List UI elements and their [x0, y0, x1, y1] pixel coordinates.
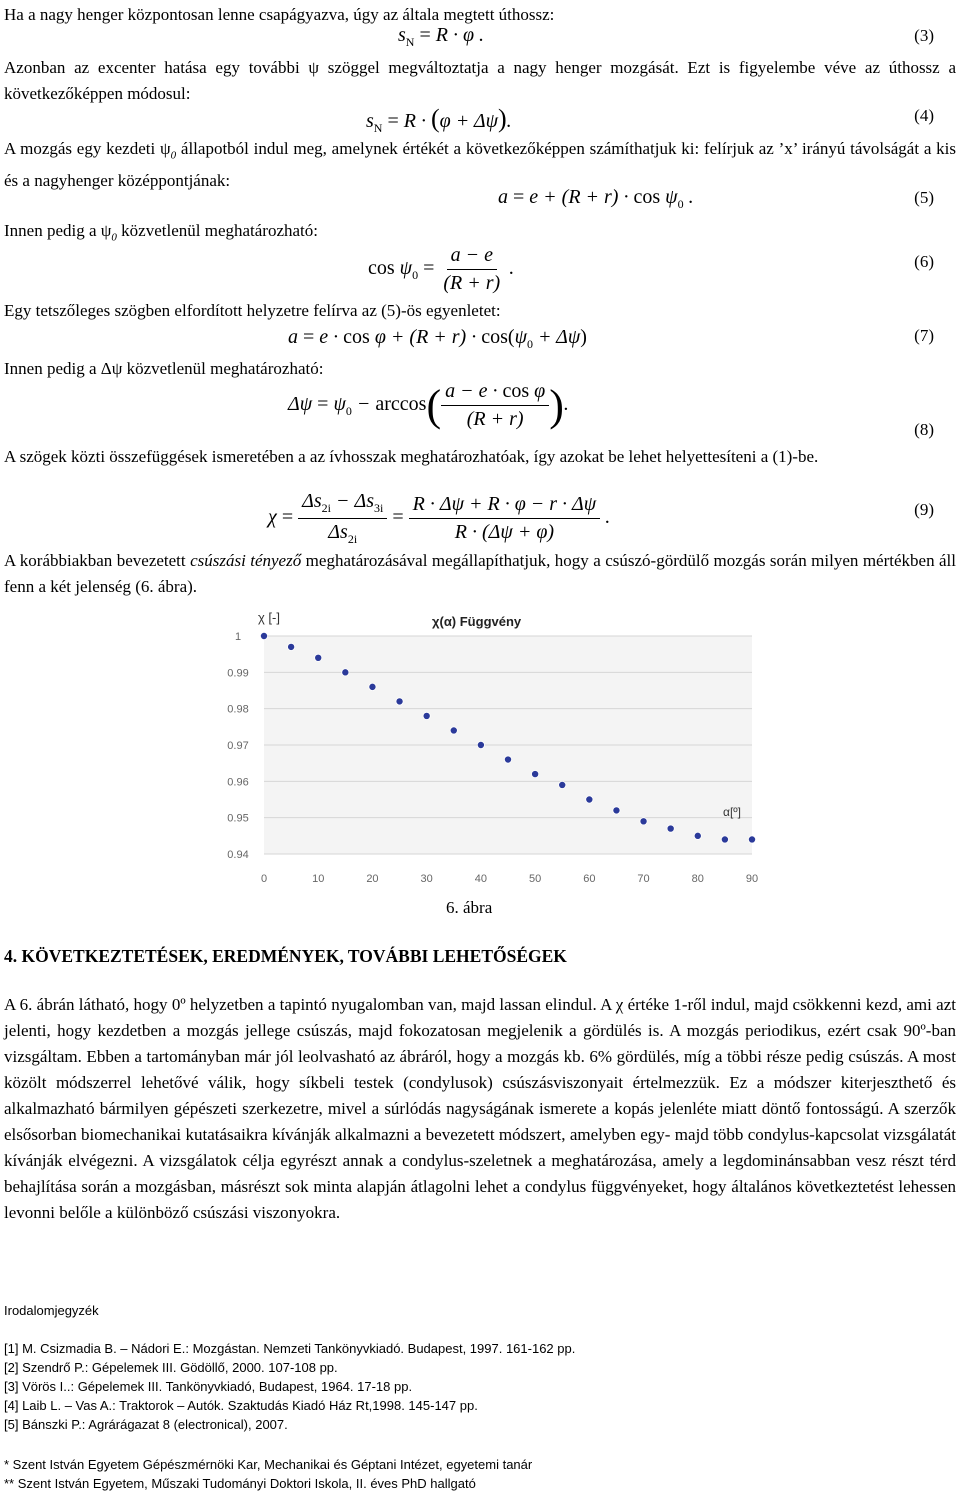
conclusion-paragraph: A 6. ábrán látható, hogy 0º helyzetben a tapintó nyugalomban van, majd lassan elindul. A χ értéke 1-ről indul, majd csökkenni kezd, ami azt jelenti, hogy kezdetben a mozgás jellege csúszás, majd fokozatosan megjelenik a gördülés is. A mozgás periodikus, ezért csak 90º-ban vizsgáltam. Ebben a tartományban már jól leolvasható az ábráról, hogy a mozgás kb. 6% gördülés, míg a többi része pedig csúszás. A most közölt módszerrel lehetővé válik, hogy síkbeli testek (condylusok) csúszásviszonyait értelmezzük. Ez a módszer kiterjeszthető és alkalmazható bármilyen gépészeti szerkezetre, mivel a súrlódás nagyságának ismerete a kopás jelenléte miatt döntő fontosságú. A szerzők elsősorban biomechanikai kutatásaikra kívánják alkalmazni a bevezetett módszert, amelyben egy- majd több condylus-kapcsolat vizsgálatát kívánják elvégezni. A vizsgálatok célja egyrészt annak a condylus-szeletnek a meghatározása, amely a legdominánsabban vesz részt térd behajlítása során a mozgásban, másrészt sok minta alapján átlagolni lehet a condylus függvényeket, hogy általános következtetést lehessen levonni belőle a különböző csúszási viszonyokra. — [4, 995, 956, 1222]
y-tick-label: 0.99 — [227, 667, 249, 680]
reference-item: [4] Laib L. – Vas A.: Traktorok – Autók. Szaktudás Kiadó Ház Rt,1998. 145-147 pp. — [4, 1398, 478, 1413]
equation-5: $a = e + (R + r) \cdot \cos \psi_0$ . — [498, 186, 694, 211]
text-line-5: Egy tetszőleges szögben elfordított helyzetre felírva az (5)-ös egyenletet: — [4, 301, 501, 320]
equation-7: $a = e \cdot \cos \varphi + (R + r) \cdot \cos(\psi_0 + \Delta\psi)$ — [288, 326, 587, 351]
x-tick-label: 20 — [366, 873, 379, 885]
equation-8: $\Delta\psi = \psi_0 - \arccos$( $\frac{\text{a − e · cos φ}}{(R + r)}$ ). — [288, 380, 569, 430]
section-heading: 4. KÖVETKEZTETÉSEK, EREDMÉNYEK, TOVÁBBI LEHETŐSÉGEK — [4, 946, 567, 966]
x-tick-label: 40 — [474, 873, 488, 885]
data-point — [450, 727, 457, 734]
data-point — [640, 818, 647, 825]
data-point — [667, 825, 674, 832]
x-tick-label: 80 — [691, 873, 704, 885]
y-tick-label: 1 — [234, 631, 242, 643]
reference-item: [3] Vörös I..: Gépelemek III. Tankönyvkiadó, Budapest, 1964. 17-18 pp. — [4, 1379, 413, 1394]
equation-number-4: (4) — [914, 106, 934, 125]
y-axis-label: χ [-] — [258, 610, 280, 625]
x-tick-label: 0 — [260, 873, 268, 885]
equation-number-7: (7) — [914, 326, 934, 345]
text-line-4: Innen pedig a $\psi_0$ közvetlenül meghatározható: — [4, 221, 319, 244]
x-tick-label: 50 — [528, 873, 542, 885]
x-tick-label: 70 — [637, 873, 650, 885]
chart-title: χ(α) Függvény — [432, 614, 522, 629]
data-point — [423, 712, 430, 719]
x-tick-label: 90 — [745, 873, 759, 885]
y-tick-label: 0.98 — [227, 703, 249, 716]
data-point — [694, 832, 701, 839]
data-point — [477, 741, 484, 748]
data-point — [369, 683, 376, 690]
equation-number-9: (9) — [914, 500, 934, 519]
text-line-3: A mozgás egy kezdeti $\psi_0$ állapotból indul meg, amelynek értékét a következőképpen számíthatjuk ki: felírjuk az ’x’ irányú távolságát a kis és a nagyhenger középpontjának: — [4, 139, 956, 191]
data-point — [613, 807, 620, 814]
data-point — [586, 796, 593, 803]
y-tick-label: 0.97 — [227, 740, 249, 752]
data-point — [721, 836, 728, 843]
text-line-1: Ha a nagy henger központosan lenne csapágyazva, úgy az általa megtett úthossz: — [4, 5, 555, 24]
data-point — [748, 836, 755, 843]
references-title: Irodalomjegyzék — [4, 1303, 99, 1318]
chart-svg — [227, 608, 792, 898]
equation-number-8: (8) — [914, 420, 934, 439]
data-point — [559, 781, 566, 788]
text-line-6: Innen pedig a Δψ közvetlenül meghatározható: — [4, 359, 324, 378]
figure-caption: 6. ábra — [446, 898, 493, 917]
x-axis-label: α[º] — [723, 805, 741, 819]
equation-number-3: (3) — [914, 26, 934, 45]
x-tick-label: 60 — [583, 873, 596, 885]
x-tick-label: 10 — [312, 873, 325, 885]
text-line-8: A korábbiakban bevezetett csúszási tényező meghatározásával megállapíthatjuk, hogy a csúszó-gördülő mozgás során milyen mértékben áll fenn a két jelenség (6. ábra). — [4, 551, 956, 596]
y-tick-label: 0.95 — [227, 812, 249, 825]
footnote: ** Szent István Egyetem, Műszaki Tudományi Doktori Iskola, II. éves PhD hallgató — [4, 1476, 476, 1491]
equation-3: $s_N = R \cdot \varphi$ . — [398, 24, 485, 49]
equation-4: $s_N = R \cdot (\varphi + \Delta\psi)$. — [366, 104, 512, 135]
text-line-2: Azonban az excenter hatása egy további ψ szöggel megváltoztatja a nagy henger mozgását. Ezt is figyelembe véve az úthossz a következőképpen módosul: — [4, 58, 956, 103]
data-point — [504, 756, 511, 763]
equation-9: χ = $\frac{\Delta s_{2i} - \Delta s_{3i}}{\Delta s_{2i}}$ = $\frac{R \cdot \Delta\psi + R \cdot \varphi - r \cdot \Delta\psi}{R \cdot (\Delta\psi + \varphi)}$ . — [268, 490, 611, 546]
equation-number-5: (5) — [914, 188, 934, 207]
reference-item: [5] Bánszki P.: Agrárágazat 8 (electronical), 2007. — [4, 1417, 288, 1432]
text-line-7: A szögek közti összefüggések ismeretében a az ívhosszak meghatározhatóak, így azokat be lehet helyettesíteni a (1)-be. — [4, 447, 819, 466]
data-point — [396, 698, 403, 705]
data-point — [288, 643, 295, 650]
footnote: * Szent István Egyetem Gépészmérnöki Kar, Mechanikai és Géptani Intézet, egyetemi tanár — [4, 1457, 533, 1472]
equation-6: $\cos \psi_0$ = $\frac{a - e}{(R + r)}$ . — [368, 244, 515, 294]
data-point — [260, 632, 267, 639]
reference-item: [1] M. Csizmadia B. – Nádori E.: Mozgástan. Nemzeti Tankönyvkiadó. Budapest, 1997. 161-162 pp. — [4, 1341, 576, 1356]
data-point — [315, 654, 322, 661]
y-tick-label: 0.96 — [227, 776, 249, 789]
reference-item: [2] Szendrő P.: Gépelemek III. Gödöllő, 2000. 107-108 pp. — [4, 1360, 338, 1375]
chi-alpha-chart — [227, 608, 792, 898]
data-point — [532, 770, 539, 777]
y-tick-label: 0.94 — [227, 849, 249, 861]
x-tick-label: 30 — [420, 873, 433, 885]
equation-number-6: (6) — [914, 252, 934, 271]
data-point — [342, 669, 349, 676]
